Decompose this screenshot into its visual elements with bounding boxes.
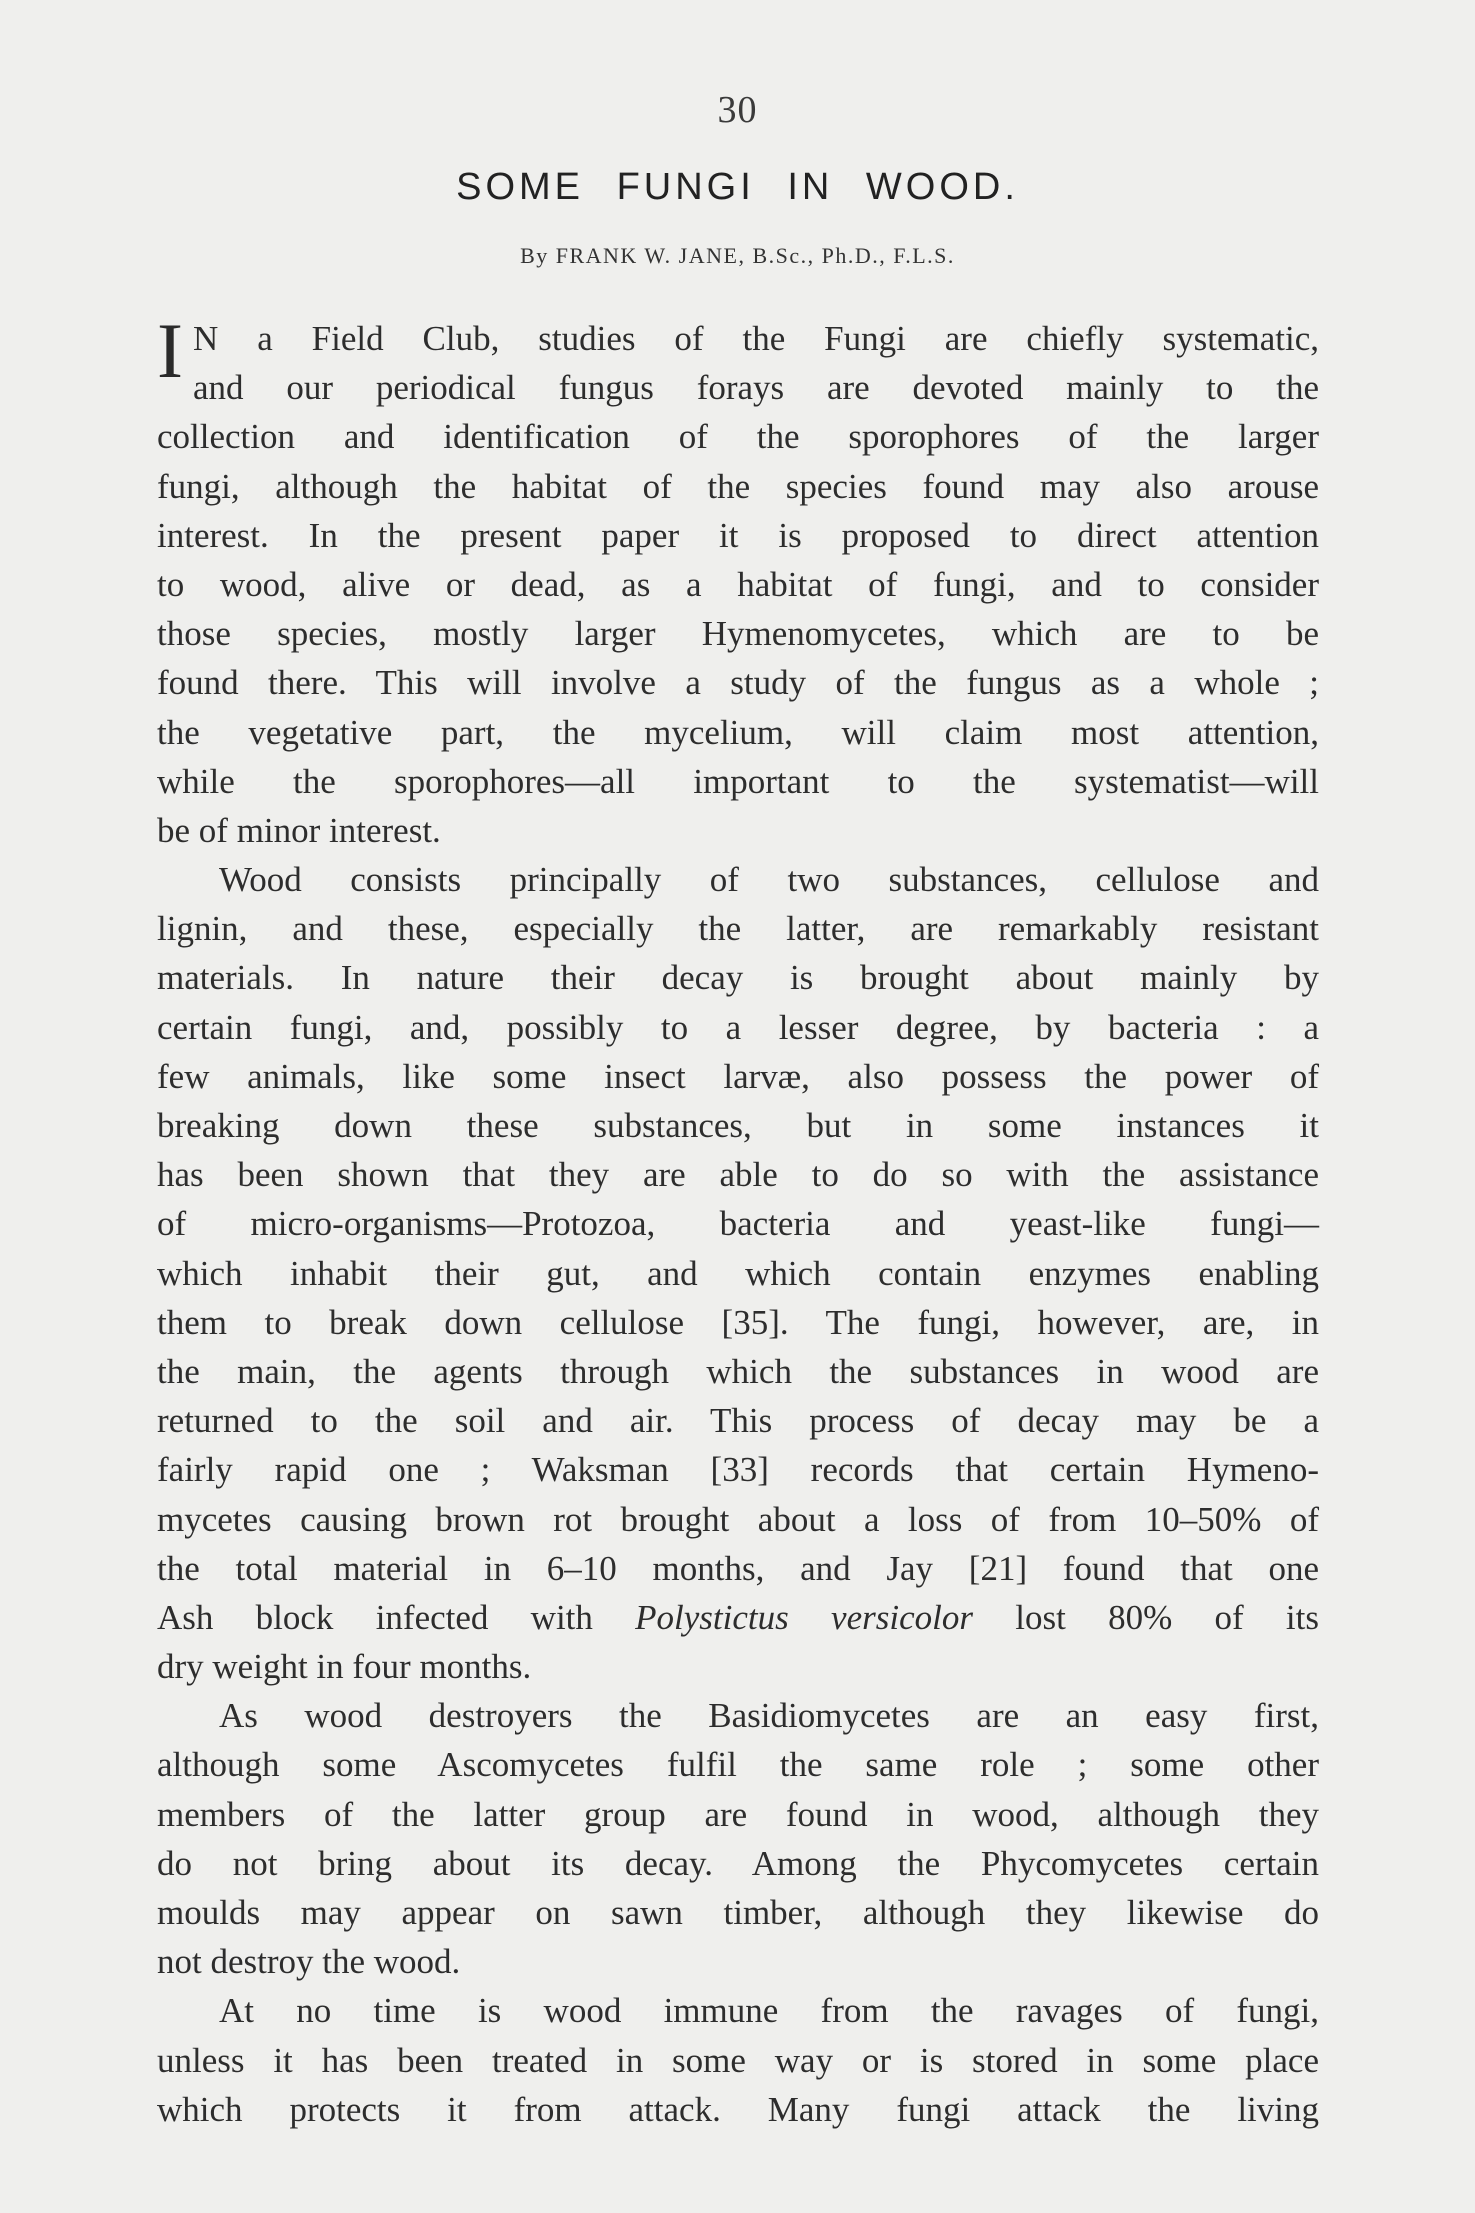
author-byline: By FRANK W. JANE, B.Sc., Ph.D., F.L.S. [520,243,955,268]
text-line: of micro-organisms—Protozoa, bacteria and yeast-like fungi— [157,1204,1319,1244]
text-line: while the sporophores—all important to the systematist—will [157,761,1319,801]
text-line: unless it has been treated in some way or is stored in some place [157,2040,1319,2080]
text-line: mycetes causing brown rot brought about a loss of from 10–50% of [157,1499,1319,1539]
text-line: collection and identification of the sporophores of the larger [157,417,1319,457]
text-line: fungi, although the habitat of the species found may also arouse [157,466,1319,506]
text-line: As wood destroyers the Basidiomycetes are an easy first, [219,1696,1319,1736]
text-line: has been shown that they are able to do so with the assistance [157,1155,1319,1195]
text-line: certain fungi, and, possibly to a lesser degree, by bacteria : a [157,1007,1319,1047]
text-line: breaking down these substances, but in some instances it [157,1106,1319,1145]
text-line: not destroy the wood. [157,1942,461,1982]
text-line: the total material in 6–10 months, and Jay [21] found that one [157,1548,1319,1588]
text-line: At no time is wood immune from the ravages of fungi, [219,1991,1319,2031]
text-line: although some Ascomycetes fulfil the same role ; some other [157,1745,1319,1785]
text-line: interest. In the present paper it is proposed to direct attention [157,515,1319,555]
text-line: moulds may appear on sawn timber, although they likewise do [157,1893,1319,1932]
page-number: 30 [717,89,758,131]
article-title: SOME FUNGI IN WOOD. [456,166,1019,208]
text-line: Wood consists principally of two substances, cellulose and [219,860,1319,900]
text-line: to wood, alive or dead, as a habitat of fungi, and to consider [157,564,1319,604]
text-line: the main, the agents through which the substances in wood are [157,1351,1319,1391]
text-line: dry weight in four months. [157,1647,532,1687]
text-line [157,1593,1319,1642]
text-line: those species, mostly larger Hymenomycetes, which are to be [157,614,1319,654]
text-line: found there. This will involve a study of the fungus as a whole ; [157,663,1319,703]
text-line: members of the latter group are found in wood, although they [157,1794,1319,1834]
text-line: do not bring about its decay. Among the Phycomycetes certain [157,1843,1319,1883]
drop-cap: I [157,307,183,394]
species-name: Polystictus versicolor [635,1597,973,1637]
text-segment: Ash block infected with [157,1597,636,1637]
text-line: fairly rapid one ; Waksman [33] records that certain Hymeno- [157,1450,1319,1490]
text-line: which inhabit their gut, and which contain enzymes enabling [157,1253,1319,1293]
article-body [157,307,1319,2134]
text-line: N a Field Club, studies of the Fungi are chiefly systematic, [193,319,1319,358]
text-line: be of minor interest. [157,810,441,850]
text-line: the vegetative part, the mycelium, will claim most attention, [157,712,1319,752]
text-line: which protects it from attack. Many fungi attack the living [157,2089,1319,2129]
text-line: returned to the soil and air. This process of decay may be a [157,1401,1319,1441]
text-line: few animals, like some insect larvæ, also possess the power of [157,1056,1319,1096]
text-line: them to break down cellulose [35]. The fungi, however, are, in [157,1302,1319,1342]
text-line: materials. In nature their decay is brought about mainly by [157,958,1319,998]
text-segment: lost 80% of its [972,1597,1319,1637]
text-line: lignin, and these, especially the latter, are remarkably resistant [157,909,1319,949]
text-line: and our periodical fungus forays are devoted mainly to the [193,368,1319,408]
